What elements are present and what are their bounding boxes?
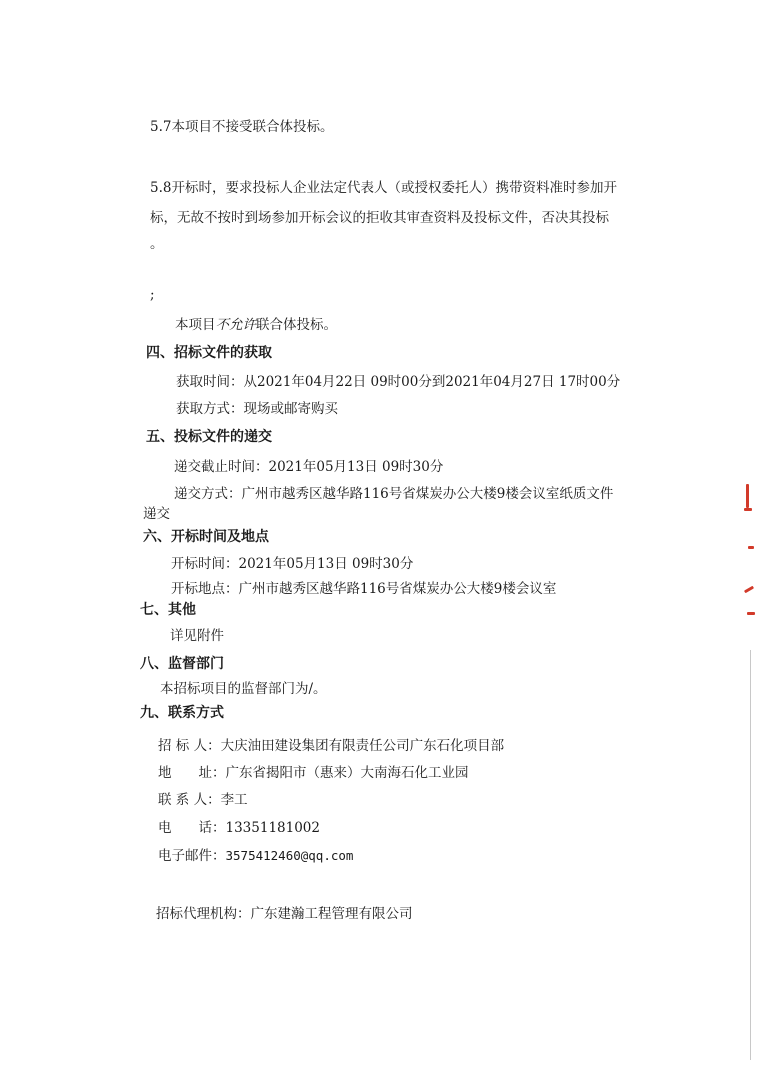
heading-section-6: 六、开标时间及地点 <box>143 529 269 545</box>
supervision-text: 本招标项目的监督部门为/。 <box>160 681 327 697</box>
stamp-fragment-2 <box>744 508 752 511</box>
phone-label: 电 话： <box>158 820 226 836</box>
agency-row <box>156 905 413 923</box>
submit-method-line-1: 递交方式：广州市越秀区越华路116号省煤炭办公大楼9楼会议室纸质文件 <box>174 486 614 502</box>
stamp-fragment-4 <box>744 586 754 594</box>
consortium-prefix: 本项目 <box>175 317 216 333</box>
phone-row <box>158 819 320 837</box>
stamp-fragment-3 <box>748 546 754 549</box>
tenderer-row <box>158 737 504 755</box>
heading-section-9: 九、联系方式 <box>140 705 224 721</box>
consortium-statement <box>175 316 337 334</box>
phone-value: 13351181002 <box>225 820 320 836</box>
heading-section-8: 八、监督部门 <box>140 656 224 672</box>
clause-5-8-line-1: 5.8开标时，要求投标人企业法定代表人（或授权委托人）携带资料准时参加开 <box>150 180 617 196</box>
email-value: 3575412460@qq.com <box>225 848 354 863</box>
tenderer-label: 招 标 人： <box>158 738 221 754</box>
email-row <box>158 847 353 865</box>
opening-place: 开标地点：广州市越秀区越华路116号省煤炭办公大楼9楼会议室 <box>171 581 557 597</box>
address-value: 广东省揭阳市（惠来）大南海石化工业园 <box>225 765 469 781</box>
scan-edge-line <box>750 650 751 1060</box>
acquire-time: 获取时间：从2021年04月22日 09时00分到2021年04月27日 17时00分 <box>176 374 621 390</box>
stamp-fragment-5 <box>747 612 755 615</box>
acquire-method: 获取方式：现场或邮寄购买 <box>176 401 338 417</box>
stamp-fragment-1 <box>746 484 749 508</box>
contact-row <box>158 791 248 809</box>
clause-5-8-line-3: 。 <box>150 236 164 252</box>
consortium-italic: 不允许 <box>215 317 256 333</box>
agency-name: 广东建瀚工程管理有限公司 <box>250 906 413 922</box>
semicolon: ; <box>150 287 155 303</box>
contact-value: 李工 <box>220 792 248 808</box>
address-label: 地 址： <box>158 765 226 781</box>
agency-label: 招标代理机构： <box>156 906 251 922</box>
tenderer-value: 大庆油田建设集团有限责任公司广东石化项目部 <box>220 738 505 754</box>
heading-section-7: 七、其他 <box>140 602 196 618</box>
clause-5-7: 5.7本项目不接受联合体投标。 <box>150 119 334 135</box>
heading-section-5: 五、投标文件的递交 <box>146 429 272 445</box>
submit-method-line-2: 递交 <box>143 506 170 522</box>
consortium-suffix: 联合体投标。 <box>256 317 337 333</box>
contact-label: 联 系 人： <box>158 792 221 808</box>
heading-section-4: 四、招标文件的获取 <box>146 345 272 361</box>
email-label: 电子邮件： <box>158 848 226 864</box>
address-row <box>158 764 469 782</box>
clause-5-8-line-2: 标，无故不按时到场参加开标会议的拒收其审查资料及投标文件，否决其投标 <box>150 210 609 226</box>
opening-time: 开标时间：2021年05月13日 09时30分 <box>171 556 414 572</box>
other-text: 详见附件 <box>170 628 224 644</box>
submit-deadline: 递交截止时间：2021年05月13日 09时30分 <box>174 459 444 475</box>
